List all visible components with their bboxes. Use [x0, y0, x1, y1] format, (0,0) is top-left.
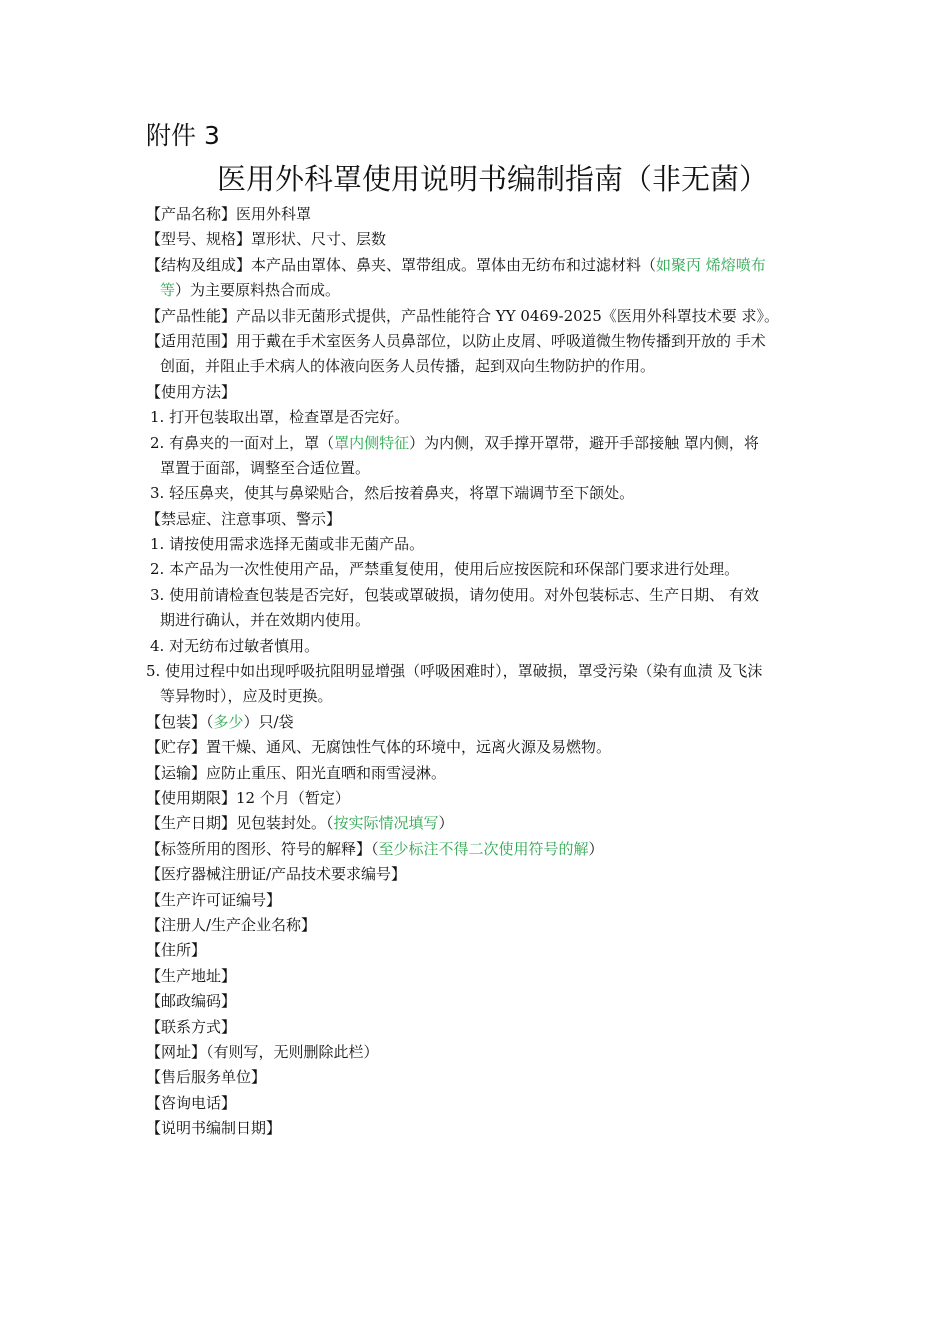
line-text: 1. 打开包装取出罩，检查罩是否完好。 — [150, 408, 410, 427]
document-line — [146, 761, 818, 786]
line-text: 2. 本产品为一次性使用产品，严禁重复使用，使用后应按医院和环保部门要求进行处理。 — [150, 560, 740, 579]
document-line — [146, 1065, 818, 1090]
line-text: 【产品名称】医用外科罩 — [146, 205, 312, 223]
document-line — [146, 862, 818, 887]
document-line — [146, 684, 818, 709]
placeholder-text: 按实际情况填写 — [333, 814, 439, 833]
line-text: 2. 有鼻夹的一面对上，罩（ — [150, 433, 335, 452]
line-text: 【适用范围】用于戴在手术室医务人员鼻部位，以防止皮屑、呼吸道微生物传播到开放的 手术 — [146, 331, 766, 350]
document-title: 医用外科罩使用说明书编制指南（非无菌） — [217, 162, 769, 196]
line-text: 【使用期限】12 个月（暂定） — [146, 788, 350, 807]
line-text: 3. 使用前请检查包装是否完好，包装或罩破损，请勿使用。对外包装标志、生产日期、 有效 — [150, 585, 759, 604]
document-line — [146, 354, 818, 379]
line-text: 3. 轻压鼻夹，使其与鼻梁贴合，然后按着鼻夹，将罩下端调节至下颌处。 — [150, 484, 635, 503]
document-line — [146, 659, 818, 684]
document-line — [146, 888, 818, 913]
line-text: 【禁忌症、注意事项、警示】 — [146, 509, 342, 528]
line-text: 【使用方法】 — [146, 382, 237, 401]
document-line — [146, 938, 818, 963]
document-line — [146, 278, 818, 303]
document-line — [146, 202, 818, 227]
line-text: 5. 使用过程中如出现呼吸抗阻明显增强（呼吸困难时），罩破损，罩受污染（染有血渍 及飞沫 — [146, 662, 763, 681]
placeholder-text: 至少标注不得二次使用符号的解 — [378, 839, 589, 858]
line-text: ） — [438, 814, 454, 833]
line-text: 【说明书编制日期】 — [146, 1119, 282, 1138]
line-text: 【贮存】置干燥、通风、无腐蚀性气体的环境中，远离火源及易燃物。 — [146, 738, 612, 757]
document-line — [146, 786, 818, 811]
line-text: 【住所】 — [146, 941, 207, 960]
line-text: 罩置于面部，调整至合适位置。 — [160, 458, 371, 477]
line-text: 4. 对无纺布过敏者慎用。 — [150, 636, 320, 655]
document-line — [146, 1015, 818, 1040]
document-line — [146, 1040, 818, 1065]
document-body — [146, 202, 818, 1141]
line-text: 【注册人/生产企业名称】 — [146, 915, 317, 934]
document-line — [146, 964, 818, 989]
document-line — [146, 735, 818, 760]
line-text: 【生产许可证编号】 — [146, 890, 282, 909]
document-line — [146, 431, 818, 456]
document-line — [146, 456, 818, 481]
document-line — [146, 913, 818, 938]
line-text: 【结构及组成】本产品由罩体、鼻夹、罩带组成。罩体由无纺布和过滤材料（ — [146, 255, 657, 274]
line-text: 【包装】（ — [146, 712, 214, 731]
placeholder-text: 多少 — [213, 712, 244, 731]
line-text: ） — [588, 839, 604, 858]
document-line — [146, 1116, 818, 1141]
line-text: ）为主要原料热合而成。 — [175, 281, 341, 300]
line-text: 【网址】（有则写，无则删除此栏） — [146, 1042, 379, 1061]
line-text: 【联系方式】 — [146, 1017, 237, 1036]
document-line — [146, 634, 818, 659]
document-line — [146, 532, 818, 557]
line-text: 等异物时），应及时更换。 — [160, 687, 333, 706]
document-line — [146, 304, 818, 329]
line-text: 【运输】应防止重压、阳光直晒和雨雪浸淋。 — [146, 763, 447, 782]
document-line — [146, 227, 818, 252]
document-line — [146, 608, 818, 633]
document-line — [146, 380, 818, 405]
line-text: ）为内侧，双手撑开罩带，避开手部接触 罩内侧，将 — [409, 433, 759, 452]
placeholder-text: 如聚丙 烯熔喷布 — [656, 255, 766, 274]
line-text: 【生产日期】见包装封处。（ — [146, 814, 334, 833]
line-text: 【医疗器械注册证/产品技术要求编号】 — [146, 865, 407, 884]
line-text: ）只/袋 — [243, 712, 294, 731]
line-text: 【生产地址】 — [146, 966, 237, 985]
document-line — [146, 989, 818, 1014]
document-line — [146, 557, 818, 582]
line-text: 【咨询电话】 — [146, 1093, 237, 1112]
document-line — [146, 507, 818, 532]
document-line — [146, 329, 818, 354]
line-text: 【标签所用的图形、符号的解释】（ — [146, 839, 379, 858]
document-line — [146, 405, 818, 430]
document-line — [146, 1091, 818, 1116]
document-line — [146, 837, 818, 862]
line-text: 【产品性能】产品以非无菌形式提供，产品性能符合 YY 0469-2025《医用外科罩技术要 求》。 — [146, 306, 780, 325]
line-text: 【售后服务单位】 — [146, 1068, 267, 1087]
document-line — [146, 253, 818, 278]
document-line — [146, 583, 818, 608]
line-text: 创面，并阻止手术病人的体液向医务人员传播，起到双向生物防护的作用。 — [160, 357, 656, 376]
document-line — [146, 710, 818, 735]
line-text: 【邮政编码】 — [146, 992, 237, 1011]
line-text: 1. 请按使用需求选择无菌或非无菌产品。 — [150, 535, 425, 554]
line-text: 【型号、规格】罩形状、尺寸、层数 — [146, 230, 387, 249]
line-text: 期进行确认，并在效期内使用。 — [160, 611, 371, 630]
placeholder-text: 罩内侧特征 — [334, 433, 410, 452]
placeholder-text: 等 — [160, 281, 176, 300]
document-line — [146, 481, 818, 506]
annex-label: 附件 3 — [146, 121, 220, 150]
document-line — [146, 811, 818, 836]
